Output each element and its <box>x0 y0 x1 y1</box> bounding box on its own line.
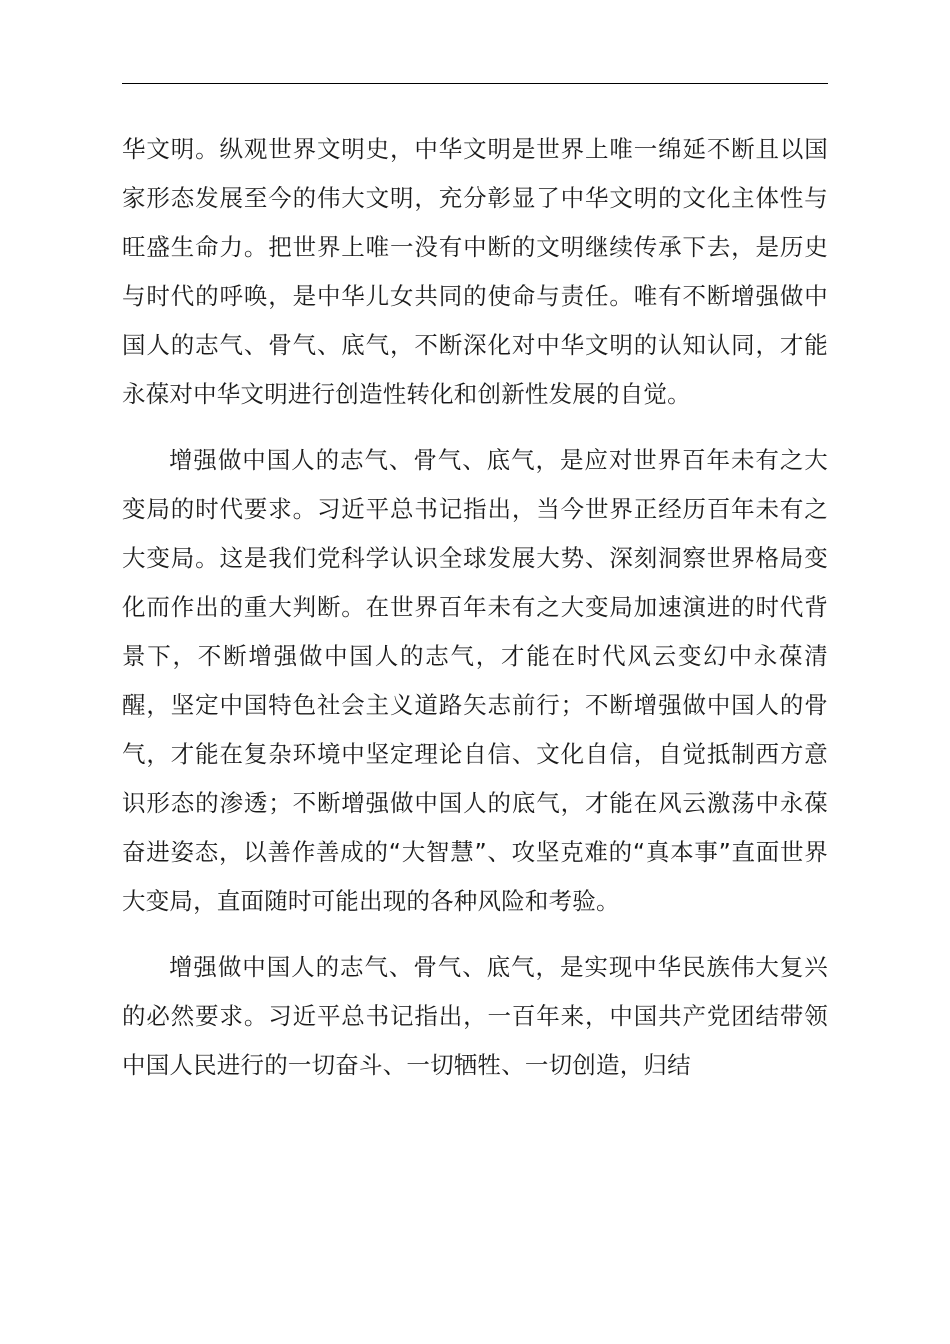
paragraph-2: 增强做中国人的志气、骨气、底气，是应对世界百年未有之大变局的时代要求。习近平总书记指出，当今世界正经历百年未有之大变局。这是我们党科学认识全球发展大势、深刻洞察世界格局变化而作出的重大判断。在世界百年未有之大变局加速演进的时代背景下，不断增强做中国人的志气，才能在时代风云变幻中永葆清醒，坚定中国特色社会主义道路矢志前行；不断增强做中国人的骨气，才能在复杂环境中坚定理论自信、文化自信，自觉抵制西方意识形态的渗透；不断增强做中国人的底气，才能在风云激荡中永葆奋进姿态，以善作善成的“大智慧”、攻坚克难的“真本事”直面世界大变局，直面随时可能出现的各种风险和考验。 <box>122 446 828 915</box>
document-body <box>122 125 828 1090</box>
paragraph-1: 华文明。纵观世界文明史，中华文明是世界上唯一绵延不断且以国家形态发展至今的伟大文明，充分彰显了中华文明的文化主体性与旺盛生命力。把世界上唯一没有中断的文明继续传承下去，是历史与时代的呼唤，是中华儿女共同的使命与责任。唯有不断增强做中国人的志气、骨气、底气，不断深化对中华文明的认知认同，才能永葆对中华文明进行创造性转化和创新性发展的自觉。 <box>122 135 828 408</box>
header-rule <box>122 83 828 84</box>
paragraph-3: 增强做中国人的志气、骨气、底气，是实现中华民族伟大复兴的必然要求。习近平总书记指出，一百年来，中国共产党团结带领中国人民进行的一切奋斗、一切牺牲、一切创造，归结 <box>122 953 828 1079</box>
